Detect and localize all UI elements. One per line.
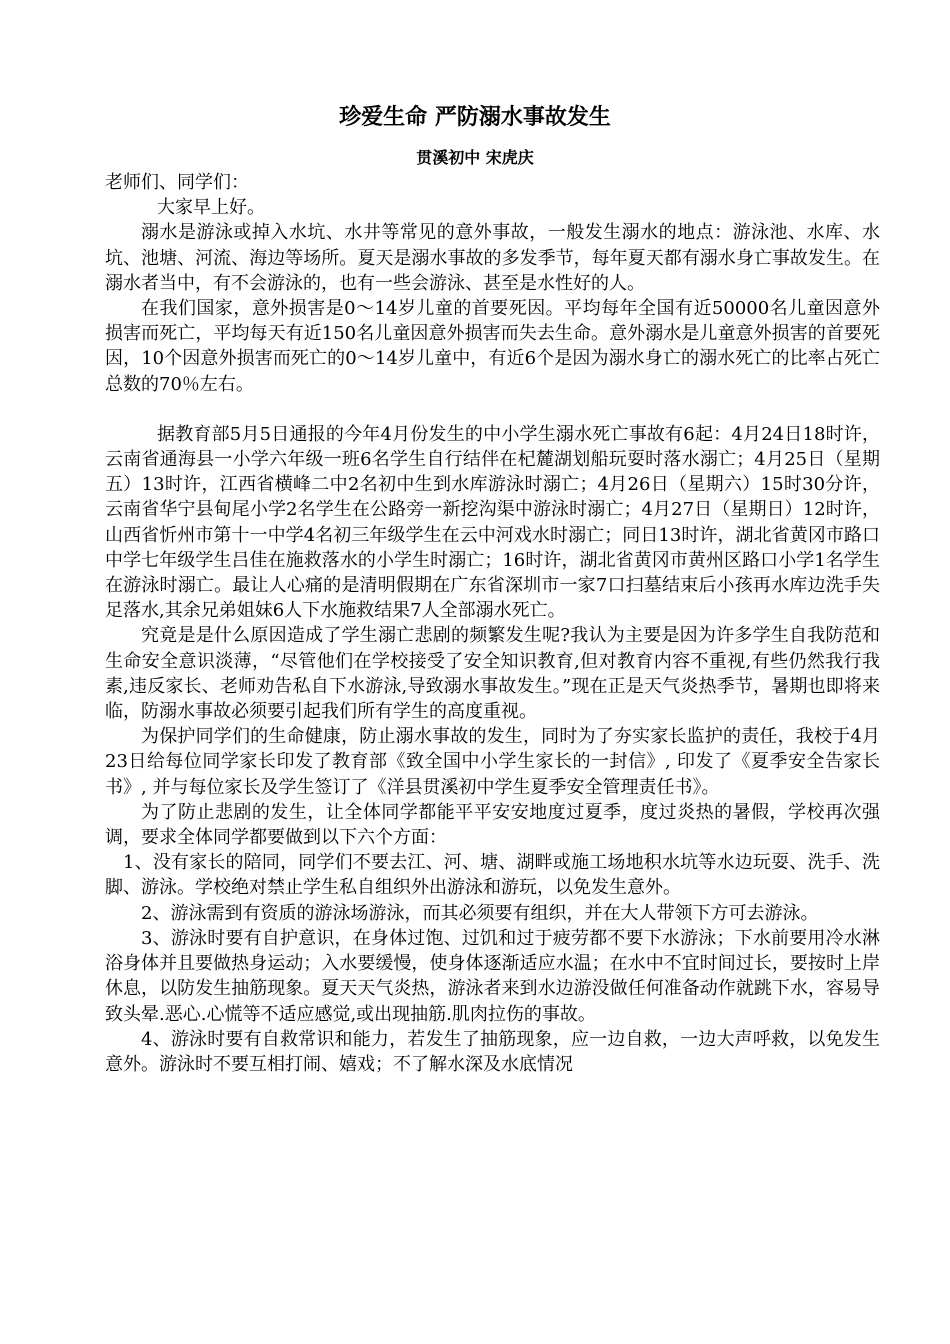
paragraph-3: 据教育部5月5日通报的今年4月份发生的中小学生溺水死亡事故有6起：4月24日18时许，云南省通海县一小学六年级一班6名学生自行结伴在杞麓湖划船玩耍时落水溺亡；4月25日（星期五）13时许，江西省横峰二中2名初中生到水库游泳时溺亡；4月26日（星期六）15时30分许，云南省华宁县甸尾小学2名学生在公路旁一新挖沟渠中游泳时溺亡；4月27日（星期日）12时许，山西省忻州市第十一中学4名初三年级学生在云中河戏水时溺亡；同日13时许，湖北省黄冈市路口中学七年级学生吕佳在施救落水的小学生时溺亡；16时许，湖北省黄冈市黄州区路口小学1名学生在游泳时溺亡。最让人心痛的是清明假期在广东省深圳市一家7口扫墓结束后小孩再水库边洗手失足落水,其余兄弟姐妹6人下水施救结果7人全部溺水死亡。 xyxy=(105,423,880,622)
greeting: 大家早上好。 xyxy=(157,197,265,219)
paragraph-2: 在我们国家，意外损害是0～14岁儿童的首要死因。平均每年全国有近50000名儿童因意外损害而死亡，平均每天有近150名儿童因意外损害而失去生命。意外溺水是儿童意外损害的首要死因，10个因意外损害而死亡的0～14岁儿童中，有近6个是因为溺水身亡的溺水死亡的比率占死亡总数的70％左右。 xyxy=(105,298,880,395)
paragraph-5: 为保护同学们的生命健康，防止溺水事故的发生，同时为了夯实家长监护的责任，我校于4月23日给每位同学家长印发了教育部《致全国中小学生家长的一封信》, 印发了《夏季安全告家长书》, 并与每位家长及学生签订了《洋县贯溪初中学生夏季安全管理责任书》。 xyxy=(105,726,880,798)
list-item-2: 2、游泳需到有资质的游泳场游泳，而其必须要有组织，并在大人带领下方可去游泳。 xyxy=(141,902,819,924)
list-item-1: 1、没有家长的陪同，同学们不要去江、河、塘、湖畔或施工场地积水坑等水边玩耍、洗手、洗脚、游泳。学校绝对禁止学生私自组织外出游泳和游玩，以免发生意外。 xyxy=(105,852,880,899)
list-item-3: 3、游泳时要有自护意识，在身体过饱、过饥和过于疲劳都不要下水游泳；下水前要用冷水淋浴身体并且要做热身运动；入水要缓慢，使身体逐渐适应水温；在水中不宜时间过长，要按时上岸休息，以防发生抽筋现象。夏天天气炎热，游泳者来到水边游没做任何准备动作就跳下水，容易导致头晕.恶心.心慌等不适应感觉,或出现抽筋.肌肉拉伤的事故。 xyxy=(105,927,880,1025)
paragraph-spacer xyxy=(105,397,880,422)
list-item-4: 4、游泳时要有自救常识和能力，若发生了抽筋现象，应一边自救，一边大声呼救，以免发生意外。游泳时不要互相打闹、嬉戏；不了解水深及水底情况 xyxy=(105,1028,880,1075)
paragraph-1: 溺水是游泳或掉入水坑、水井等常见的意外事故，一般发生溺水的地点：游泳池、水库、水坑、池塘、河流、海边等场所。夏天是溺水事故的多发季节，每年夏天都有溺水身亡事故发生。在溺水者当中，有不会游泳的，也有一些会游泳、甚至是水性好的人。 xyxy=(105,222,880,294)
paragraph-6: 为了防止悲剧的发生，让全体同学都能平平安安地度过夏季，度过炎热的暑假，学校再次强调，要求全体同学都要做到以下六个方面： xyxy=(105,801,880,849)
page-title: 珍爱生命 严防溺水事故发生 xyxy=(339,105,611,130)
paragraph-4: 究竟是是什么原因造成了学生溺亡悲剧的频繁发生呢?我认为主要是因为许多学生自我防范和生命安全意识淡薄，“尽管他们在学校接受了安全知识教育,但对教育内容不重视,有些仍然我行我素,违反家长、老师劝告私自下水游泳,导致溺水事故发生。”现在正是天气炎热季节，暑期也即将来临，防溺水事故必须要引起我们所有学生的高度重视。 xyxy=(105,625,880,723)
salutation: 老师们、同学们： xyxy=(105,172,249,193)
document-body xyxy=(105,170,880,1077)
author-line: 贯溪初中 宋虎庆 xyxy=(416,148,534,167)
